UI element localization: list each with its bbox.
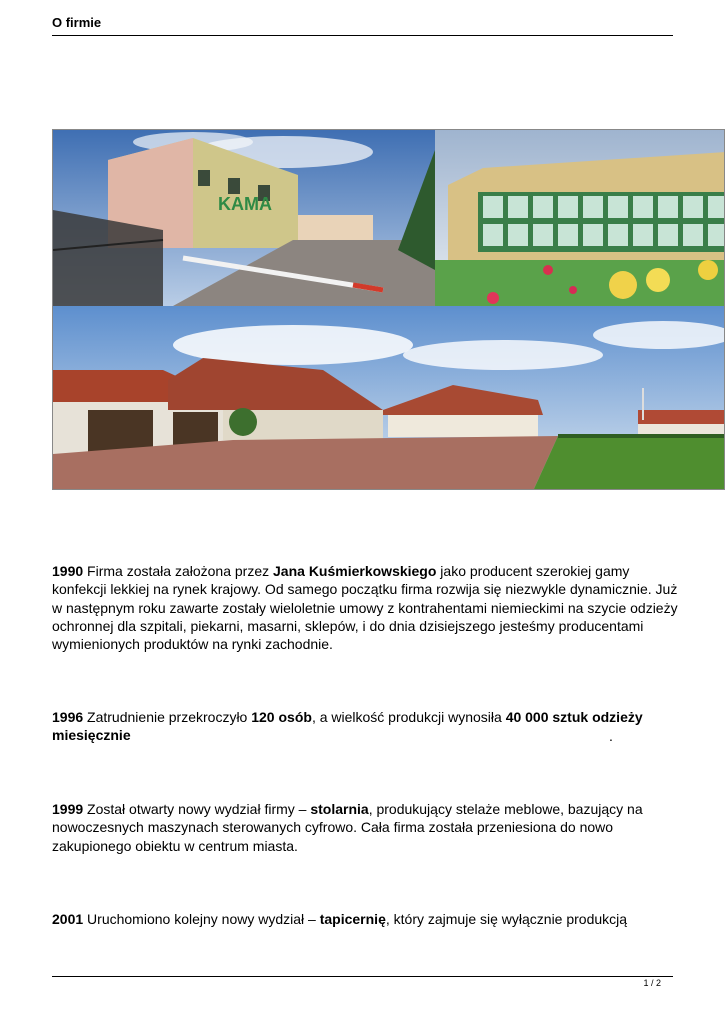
footer-divider (52, 976, 673, 977)
history-entry-1999: 1999 Został otwarty nowy wydział firmy – stolarnia, produkujący stelaże meblowe, bazujący na nowoczesnych maszynach sterowanych cyfrowo. Cała firma została przeniesiona do nowo zakupionego obiektu w centrum miasta. (52, 801, 643, 854)
production-volume: 40 000 sztuk odzieży miesięcznie (52, 709, 643, 744)
year-label: 1990 (52, 563, 84, 579)
company-photo-collage (52, 129, 725, 490)
photo-panorama (53, 306, 725, 490)
header-divider (52, 35, 673, 36)
department-name: stolarnia (310, 801, 369, 817)
photo-facade-roses (435, 130, 725, 306)
year-label: 1996 (52, 709, 84, 725)
department-name: tapicernię (319, 911, 386, 927)
history-entry-2001: 2001 Uruchomiono kolejny nowy wydział – tapicernię, który zajmuje się wyłącznie produkcją (52, 911, 628, 927)
founder-name: Jana Kuśmierkowskiego (273, 563, 437, 579)
trailing-period: . (609, 728, 613, 744)
employee-count: 120 osób (251, 709, 312, 725)
history-entry-1996: 1996 Zatrudnienie przekroczyło 120 osób, a wielkość produkcji wynosiła 40 000 sztuk odzieży miesięcznie (52, 709, 643, 744)
history-entry-1990: 1990 Firma została założona przez Jana Kuśmierkowskiego jako producent szerokiej gamy konfekcji lekkiej na rynek krajowy. Od samego początku firma rozwija się niezwykle dynamicznie. Już w następnym roku zawarte zostały wieloletnie umowy z kontrahentami niemieckimi na szycie odzieży ochronnej dla szpitali, piekarni, masarni, sklepów, i do dnia dzisiejszego jesteśmy producentami wymienionych produktów na rynki zachodnie. (52, 563, 678, 653)
photo-building-entrance (53, 130, 435, 306)
page-title: O firmie (52, 15, 102, 30)
year-label: 1999 (52, 801, 84, 817)
year-label: 2001 (52, 911, 84, 927)
kama-logo: KAMA (218, 194, 272, 214)
page-number: 1 / 2 (643, 978, 661, 988)
